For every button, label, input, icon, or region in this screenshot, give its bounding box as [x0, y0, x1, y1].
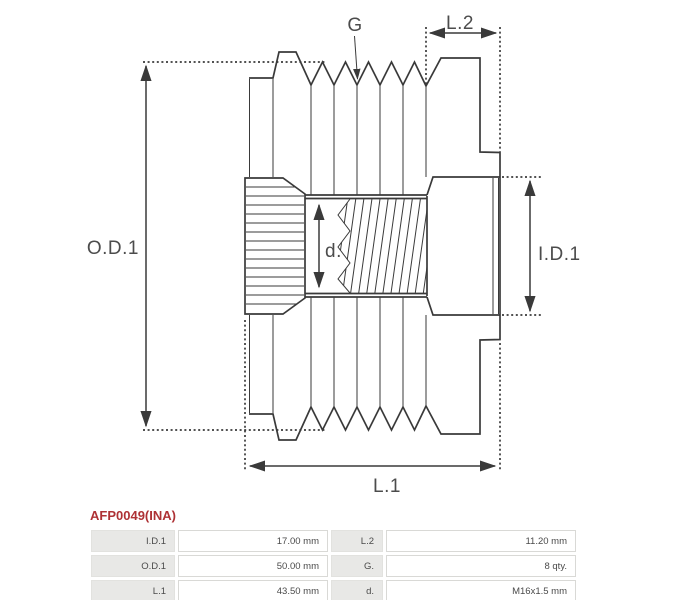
hub-face-lines	[493, 178, 499, 314]
thread-hatch	[338, 199, 427, 293]
spec-value: 8 qty.	[386, 555, 576, 577]
od1-label: O.D.1	[86, 238, 139, 259]
spec-section	[88, 508, 598, 600]
spec-label: O.D.1	[91, 555, 175, 577]
spec-label: d.	[331, 580, 383, 600]
thread-section	[305, 195, 427, 297]
d-dimension	[319, 205, 342, 287]
spec-row	[91, 530, 576, 552]
knurl-outline	[245, 178, 305, 314]
od1-dimension	[87, 62, 325, 430]
knurl-lines	[246, 187, 304, 304]
spec-row	[91, 580, 576, 600]
id1-dimension	[502, 177, 581, 315]
l2-label: L.2	[446, 13, 474, 34]
g-label: G	[347, 15, 363, 36]
spec-label: G.	[331, 555, 383, 577]
spec-table	[88, 527, 579, 600]
id1-label: I.D.1	[538, 244, 581, 265]
spec-value: 11.20 mm	[386, 530, 576, 552]
g-arrow	[355, 36, 358, 79]
l2-dimension	[426, 13, 500, 152]
spec-label: I.D.1	[91, 530, 175, 552]
spec-label: L.2	[331, 530, 383, 552]
knurl-section	[245, 178, 305, 314]
spec-value: 17.00 mm	[178, 530, 328, 552]
spec-value: 50.00 mm	[178, 555, 328, 577]
spec-value: M16x1.5 mm	[386, 580, 576, 600]
hub-section	[427, 177, 500, 315]
l1-dimension	[245, 320, 500, 497]
spec-label: L.1	[91, 580, 175, 600]
spec-value: 43.50 mm	[178, 580, 328, 600]
left-ring-lines	[250, 79, 274, 413]
hub-outline	[427, 177, 500, 315]
d-label: d.	[325, 241, 342, 262]
l1-label: L.1	[373, 476, 401, 497]
product-code: AFP0049(INA)	[90, 508, 176, 523]
spec-row	[91, 555, 576, 577]
